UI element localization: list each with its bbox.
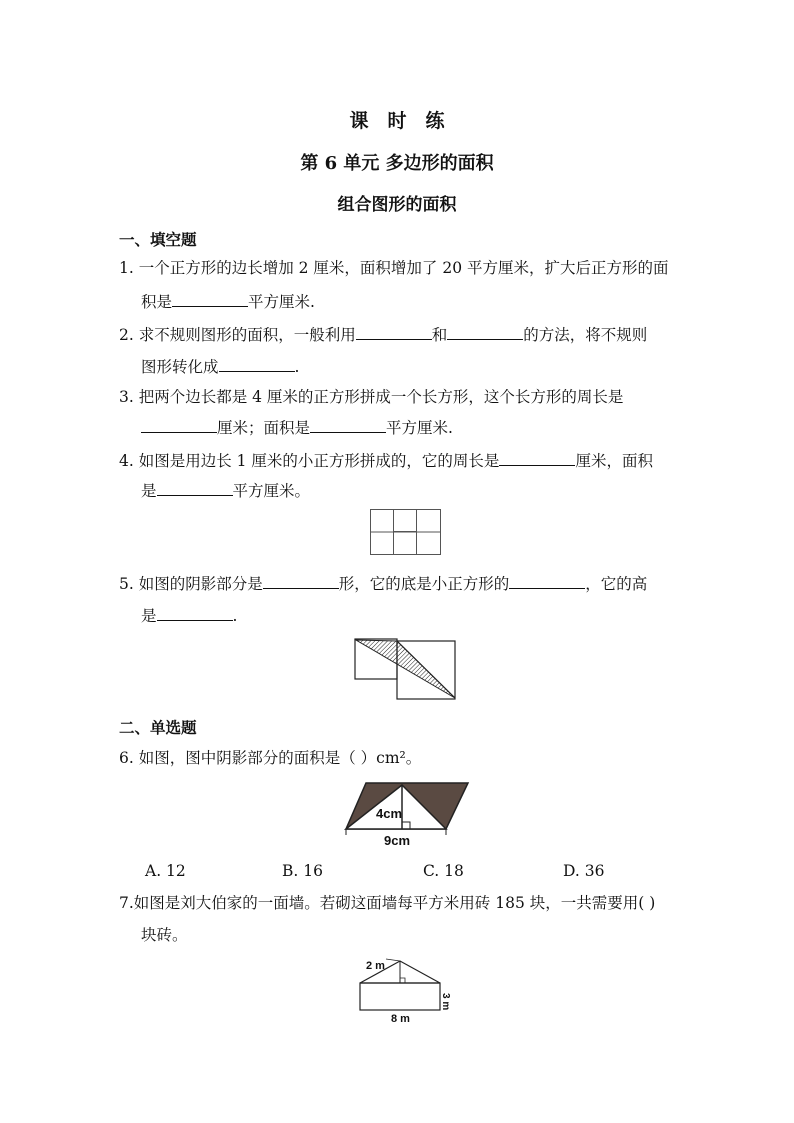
answer-blank[interactable] [172, 290, 248, 307]
q1-text-2b: 平方厘米. [248, 293, 315, 311]
q5-text-1a: 5. 如图的阴影部分是 [119, 575, 263, 593]
q2-text-1b: 和 [431, 326, 448, 344]
answer-blank[interactable] [263, 572, 339, 589]
parallelogram-figure [344, 781, 470, 849]
answer-blank[interactable] [509, 572, 585, 589]
q4-text-1a: 4. 如图是用边长 1 厘米的小正方形拼成的，它的周长是 [119, 452, 500, 470]
q3-line2 [141, 416, 453, 438]
q4-line1 [119, 449, 653, 471]
roof-height-label: 2 m [366, 960, 385, 972]
q2-text-2b: . [294, 358, 300, 376]
q3-text-2b: 厘米；面积是 [217, 419, 311, 437]
q5-text-1b: 形，它的底是小正方形的 [338, 575, 510, 593]
q6-line [119, 748, 421, 768]
option-c[interactable]: C. 18 [423, 862, 464, 880]
q3-text: 3. 把两个边长都是 4 厘米的正方形拼成一个长方形，这个长方形的周长是 [119, 388, 624, 406]
section-fill-in: 一、填空题 [119, 230, 197, 249]
wall-figure [356, 955, 456, 1025]
q3-text-2c: 平方厘米. [386, 419, 453, 437]
q4-text-1b: 厘米，面积 [575, 452, 653, 470]
q7-line2 [141, 925, 188, 945]
q7-text: 7.如图是刘大伯家的一面墙。若砌这面墙每平方米用砖 185 块，一共需要用( ) [119, 894, 656, 912]
answer-blank[interactable] [310, 416, 386, 433]
answer-blank[interactable] [219, 355, 295, 372]
q7-line1 [119, 893, 655, 913]
q5-text-2a: 是 [141, 607, 157, 625]
q4-line2 [141, 479, 310, 501]
answer-blank[interactable] [447, 323, 523, 340]
q2-text-1a: 2. 求不规则图形的面积，一般利用 [119, 326, 356, 344]
wall-height-label: 3 m [440, 993, 451, 1011]
q3-line1 [119, 387, 623, 407]
q7-text-2: 块砖。 [141, 926, 188, 944]
option-b[interactable]: B. 16 [282, 862, 323, 880]
q5-text-1c: ，它的高 [585, 575, 648, 593]
q1-text: 1. 一个正方形的边长增加 2 厘米，面积增加了 20 平方厘米，扩大后正方形的面 [119, 259, 669, 277]
option-a[interactable]: A. 12 [145, 862, 186, 880]
q1-text-2a: 积是 [141, 293, 173, 311]
q6-text: 6. 如图，图中阴影部分的面积是（ ）cm²。 [119, 749, 422, 767]
answer-blank[interactable] [141, 416, 217, 433]
q1-line1 [119, 258, 669, 278]
q2-text-2a: 图形转化成 [141, 358, 219, 376]
unit-title: 第 6 单元 多边形的面积 [300, 153, 494, 174]
option-d[interactable]: D. 36 [563, 862, 605, 880]
q4-text-2b: 平方厘米。 [232, 482, 311, 500]
base-label: 9cm [384, 833, 411, 848]
answer-blank[interactable] [499, 449, 575, 466]
section-single-choice: 二、单选题 [119, 718, 197, 737]
q2-line1 [119, 323, 647, 345]
q4-text-2a: 是 [141, 482, 157, 500]
shaded-triangle-figure [354, 636, 458, 702]
q2-line2 [141, 355, 299, 377]
q1-line2 [141, 290, 315, 312]
height-label: 4cm [376, 806, 403, 821]
lesson-title: 组合图形的面积 [337, 195, 457, 215]
answer-blank[interactable] [356, 323, 432, 340]
q2-text-1c: 的方法，将不规则 [523, 326, 648, 344]
wall-base-label: 8 m [391, 1013, 410, 1025]
answer-blank[interactable] [157, 479, 233, 496]
answer-blank[interactable] [157, 604, 233, 621]
q5-line2 [141, 604, 237, 626]
worksheet-title: 课 时 练 [349, 110, 445, 132]
squares-figure [370, 509, 442, 555]
q5-line1 [119, 572, 647, 594]
q5-text-2b: . [232, 607, 238, 625]
